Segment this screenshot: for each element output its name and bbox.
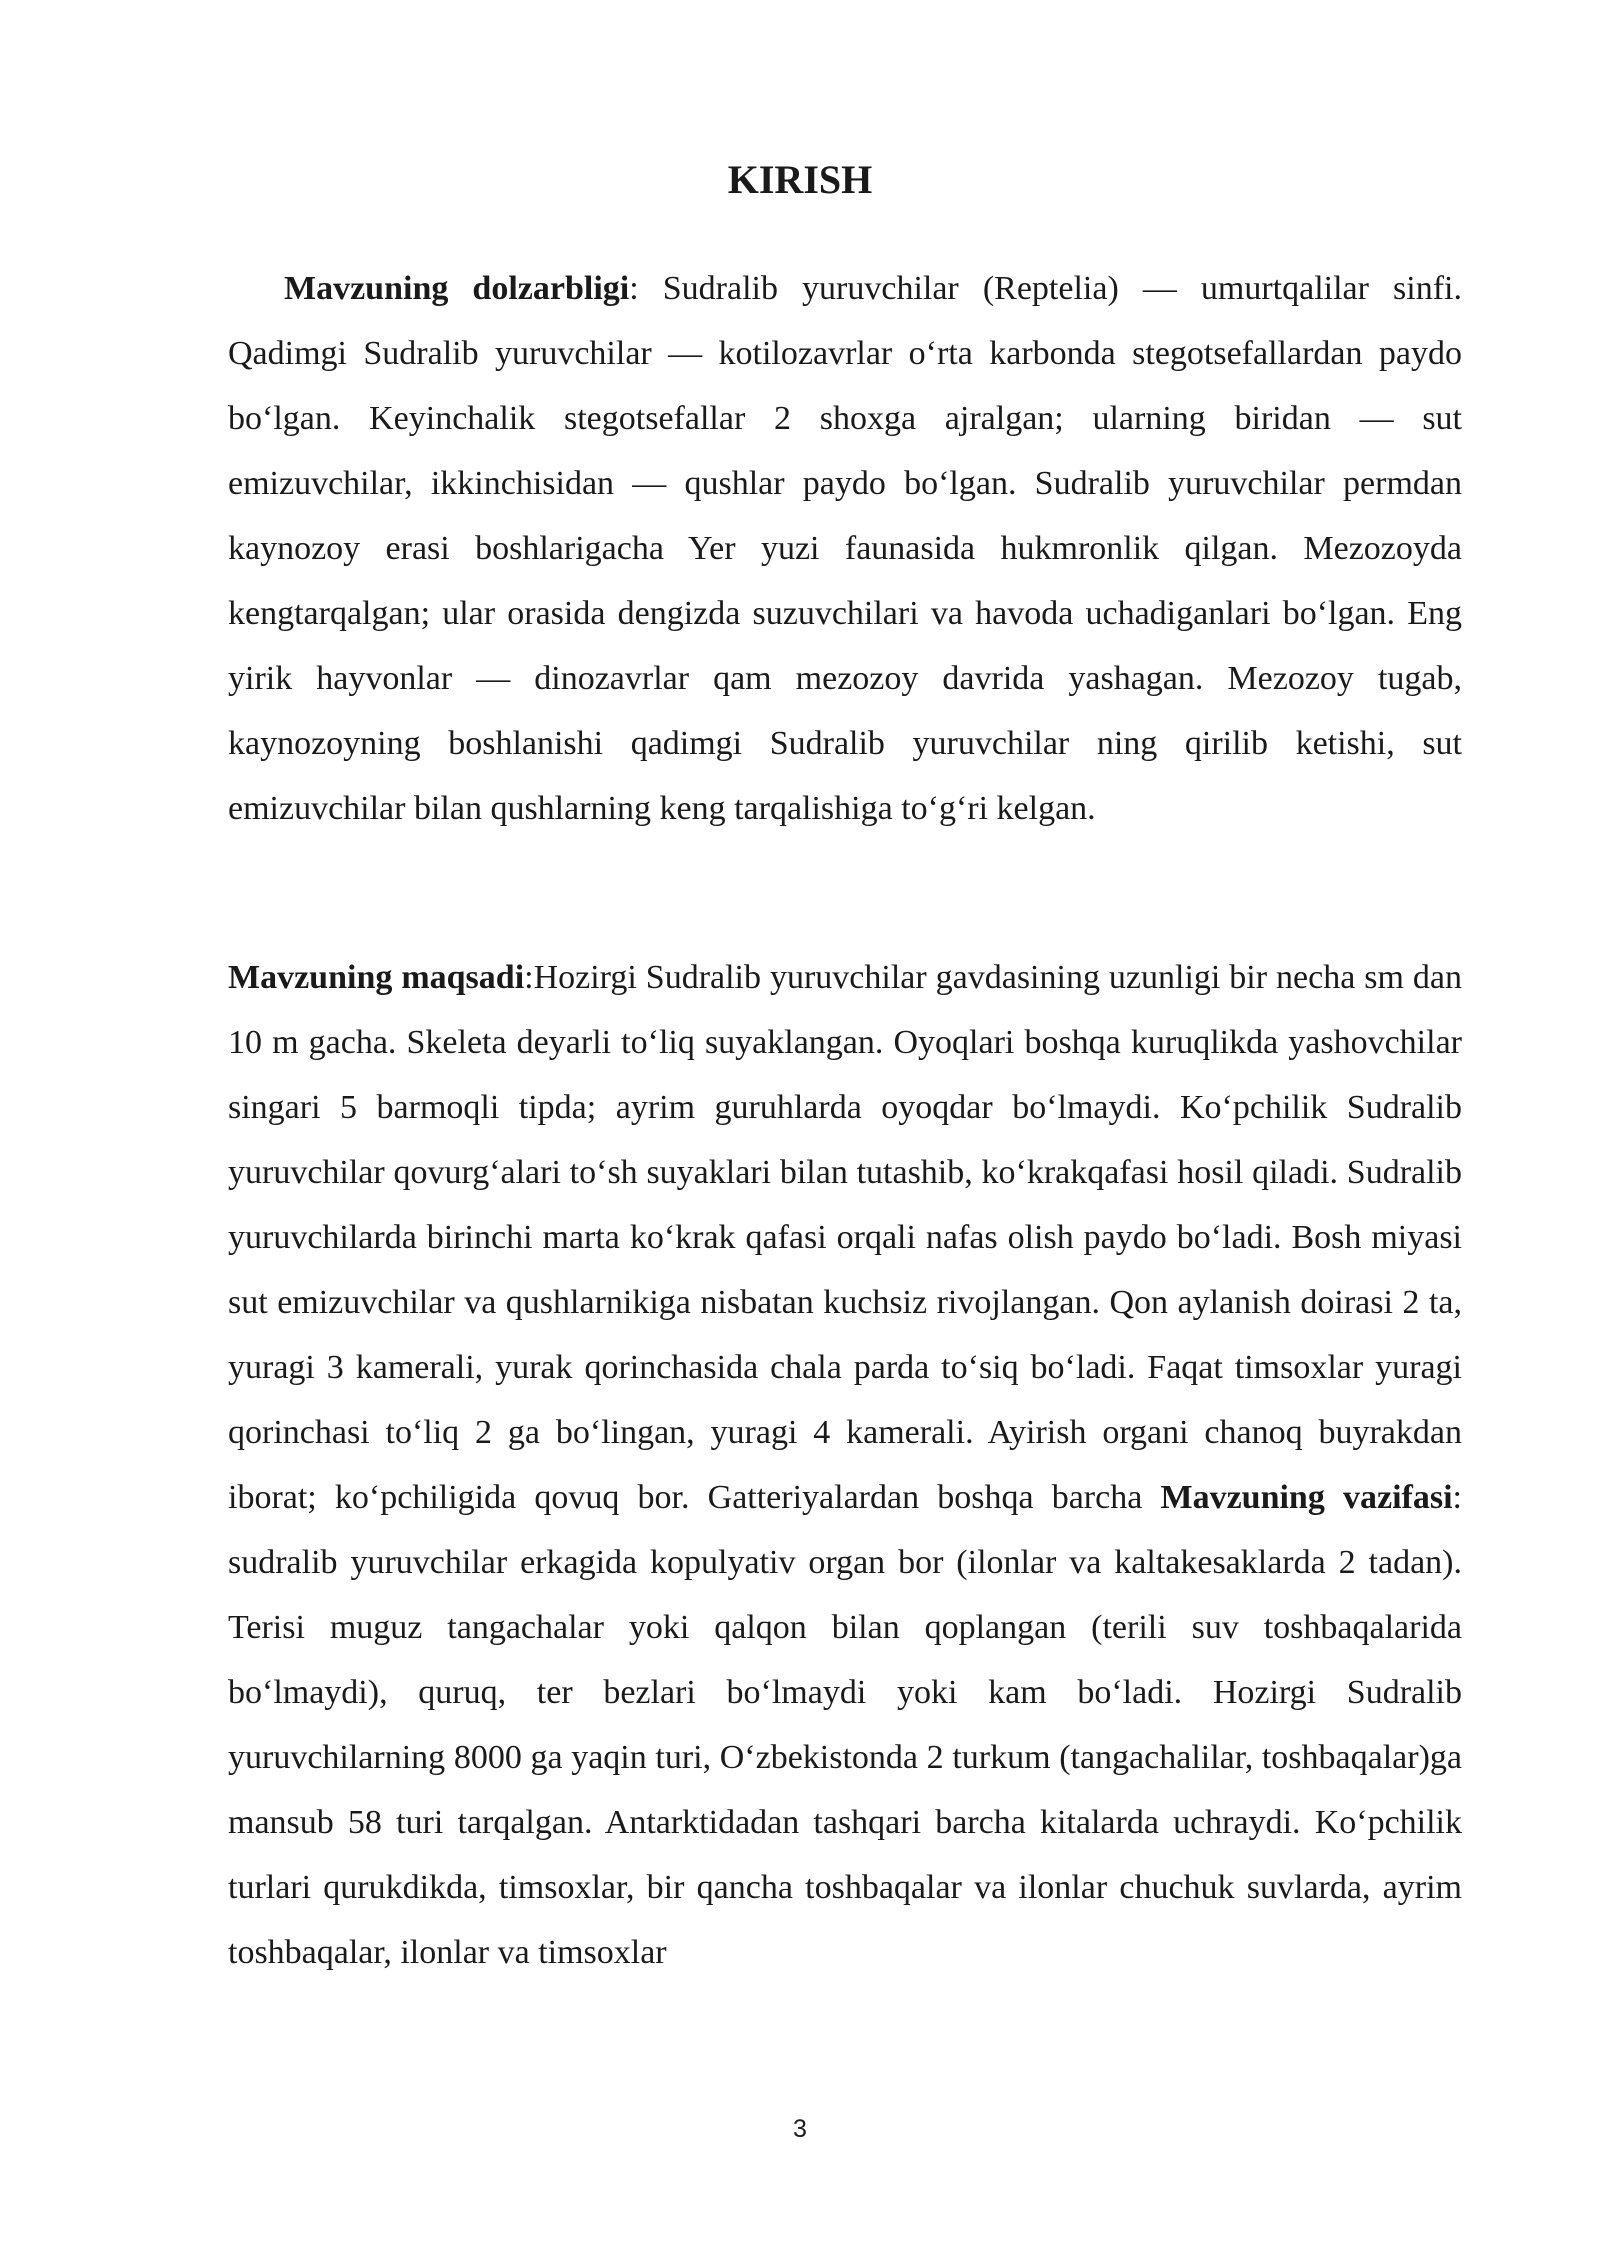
page-number: 3 [793,2115,807,2143]
goal-text: :Hozirgi Sudralib yuruvchilar gavdasining uzunligi bir necha sm dan 10 m gacha. Skeleta deyarli toʻliq suyaklangan. Oyoqlari boshqa kuruqlikda yashovchilar singari 5 barmoqli tipda; ayrim guruhlarda oyoqdar boʻlmaydi. Koʻpchilik Sudralib yuruvchilar qovurgʻalari toʻsh suyaklari bilan tutashib, koʻkrakqafasi hosil qiladi. Sudralib yuruvchilarda birinchi marta koʻkrak qafasi orqali nafas olish paydo boʻladi. Bosh miyasi sut emizuvchilar va qushlarnikiga nisbatan kuchsiz rivojlangan. Qon aylanish doirasi 2 ta, yuragi 3 kamerali, yurak qorinchasida chala parda toʻsiq boʻladi. Faqat timsoxlar yuragi qorinchasi toʻliq 2 ga boʻlingan, yuragi 4 kamerali. Ayirish organi chanoq buyrakdan iborat; koʻpchiligida qovuq bor. Gatteriyalardan boshqa barcha [228,959,1462,1516]
paragraph-relevance [228,256,1462,841]
task-heading: Mavzuning vazifasi [1160,1479,1453,1516]
relevance-heading: Mavzuning dolzarbligi [284,270,630,307]
task-text: : sudralib yuruvchilar erkagida kopulyativ organ bor (ilonlar va kaltakesaklarda 2 tadan). Terisi muguz tangachalar yoki qalqon bilan qoplangan (terili suv toshbaqalarida boʻlmaydi), quruq, ter bezlari boʻlmaydi yoki kam boʻladi. Hozirgi Sudralib yuruvchilarning 8000 ga yaqin turi, Oʻzbekistonda 2 turkum (tangachalilar, toshbaqalar)ga mansub 58 turi tarqalgan. Antarktidadan tashqari barcha kitalarda uchraydi. Koʻpchilik turlari qurukdikda, timsoxlar, bir qancha toshbaqalar va ilonlar chuchuk suvlarda, ayrim toshbaqalar, ilonlar va timsoxlar [228,1479,1462,1971]
relevance-text: : Sudralib yuruvchilar (Reptelia) — umurtqalilar sinfi. Qadimgi Sudralib yuruvchilar — kotilozavrlar oʻrta karbonda stegotsefallardan paydo boʻlgan. Keyinchalik stegotsefallar 2 shoxga ajralgan; ularning biridan — sut emizuvchilar, ikkinchisidan — qushlar paydo boʻlgan. Sudralib yuruvchilar permdan kaynozoy erasi boshlarigacha Yer yuzi faunasida hukmronlik qilgan. Mezozoyda kengtarqalgan; ular orasida dengizda suzuvchilari va havoda uchadiganlari boʻlgan. Eng yirik hayvonlar — dinozavrlar qam mezozoy davrida yashagan. Mezozoy tugab, kaynozoyning boshlanishi qadimgi Sudralib yuruvchilar ning qirilib ketishi, sut emizuvchilar bilan qushlarning keng tarqalishiga toʻgʻri kelgan. [228,270,1462,827]
goal-heading: Mavzuning maqsadi [228,959,525,996]
page-title: KIRISH [727,157,873,202]
paragraph-goal [228,945,1462,1985]
